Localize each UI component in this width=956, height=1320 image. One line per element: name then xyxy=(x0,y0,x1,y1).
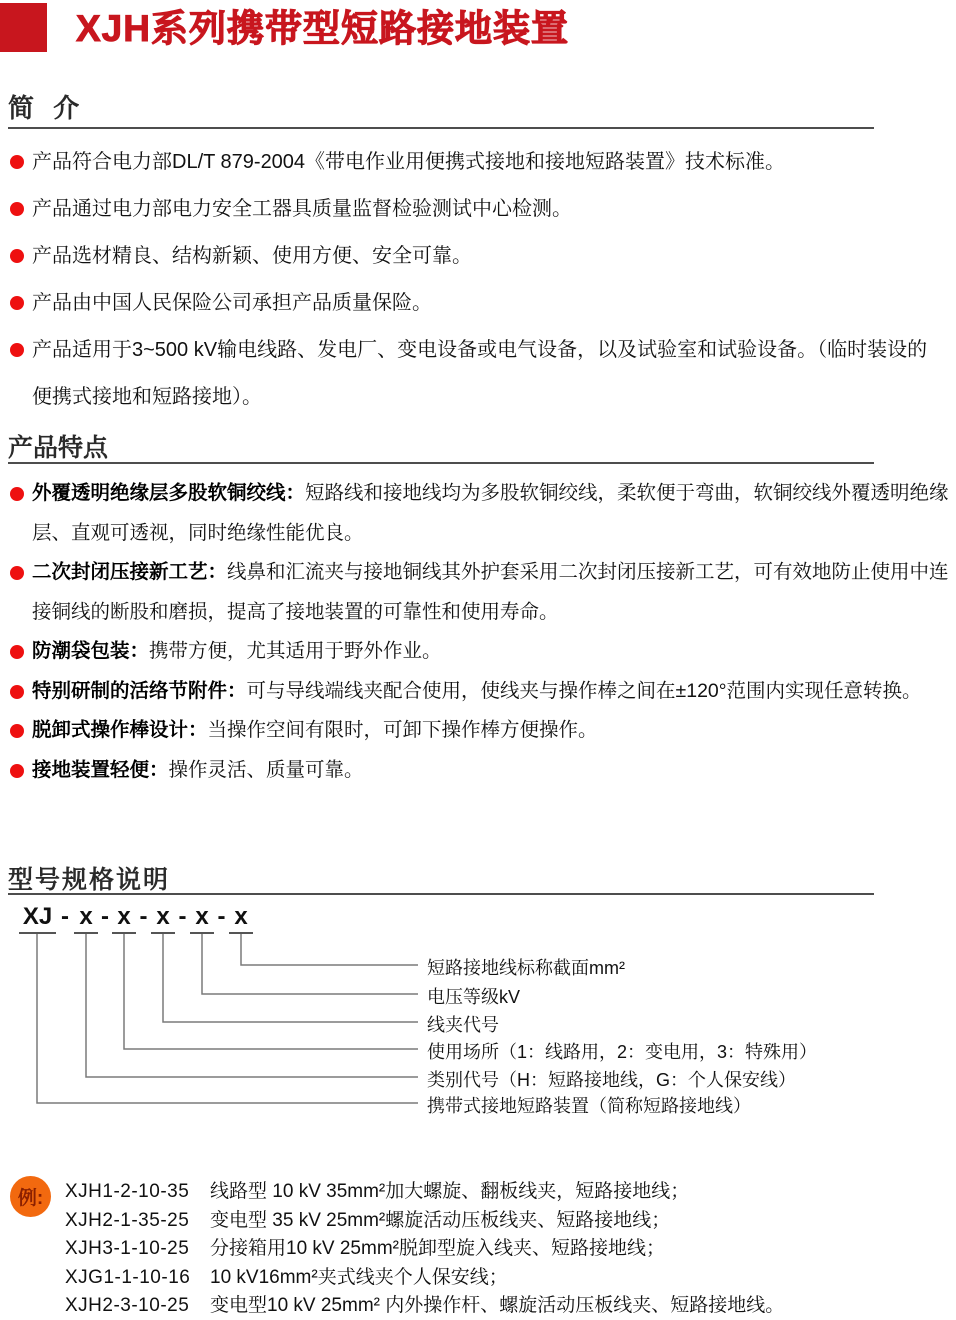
feature-item xyxy=(0,474,952,553)
example-model: XJH2-1-35-25 xyxy=(65,1209,190,1231)
model-segment: x xyxy=(112,904,136,934)
intro-bullet-text: 产品选材精良、结构新颖、使用方便、安全可靠。 xyxy=(32,245,472,267)
model-label: 类别代号（H：短路接地线，G：个人保安线） xyxy=(427,1070,796,1090)
feature-text: 可与导线端线夹配合使用，使线夹与操作棒之间在±120°范围内实现任意转换。 xyxy=(246,679,922,702)
model-label: 电压等级kV xyxy=(427,987,521,1007)
feature-label: 脱卸式操作棒设计： xyxy=(32,719,208,741)
example-description: 线路型 10 kV 35mm²加大螺旋、翻板线夹，短路接地线； xyxy=(210,1181,690,1202)
example-description: 分接箱用10 kV 25mm²脱卸型旋入线夹、短路接地线； xyxy=(210,1238,665,1259)
bullet-dot-icon xyxy=(10,487,24,501)
example-model: XJH3-1-10-25 xyxy=(65,1238,190,1259)
model-label: 使用场所（1：线路用，2：变电用，3：特殊用） xyxy=(427,1042,818,1062)
bullet-dot-icon xyxy=(10,343,24,357)
feature-item xyxy=(0,751,952,791)
bullet-dot-icon xyxy=(10,249,24,263)
example-row xyxy=(0,1178,956,1207)
feature-item xyxy=(0,632,952,672)
example-model: XJH2-3-10-25 xyxy=(65,1295,190,1316)
bullet-dot-icon xyxy=(10,685,24,699)
model-segment: x xyxy=(229,904,253,934)
example-badge: 例: xyxy=(10,1176,51,1217)
intro-bullet-text: 产品通过电力部电力安全工器具质量监督检验测试中心检测。 xyxy=(32,198,572,220)
bullet-dot-icon xyxy=(10,645,24,659)
page-title: XJH系列携带型短路接地装置 xyxy=(76,8,569,49)
section-rule-intro xyxy=(8,127,874,129)
intro-bullet-list xyxy=(0,139,942,421)
intro-bullet-item xyxy=(0,327,942,421)
feature-item xyxy=(0,553,952,632)
bullet-dot-icon xyxy=(10,296,24,310)
model-separator: - xyxy=(101,903,109,930)
example-description: 变电型10 kV 25mm² 内外操作杆、螺旋活动压板线夹、短路接地线。 xyxy=(210,1295,785,1316)
intro-bullet-item xyxy=(0,280,942,327)
feature-text: 携带方便，尤其适用于野外作业。 xyxy=(149,640,442,662)
example-row xyxy=(0,1207,956,1236)
intro-bullet-text: 产品符合电力部DL/T 879-2004《带电作业用便携式接地和接地短路装置》技术标准。 xyxy=(32,151,786,173)
example-description: 变电型 35 kV 25mm²螺旋活动压板线夹、短路接地线； xyxy=(210,1209,671,1231)
model-label: 线夹代号 xyxy=(427,1015,499,1035)
intro-bullet-text: 产品由中国人民保险公司承担产品质量保险。 xyxy=(32,292,432,314)
model-segment: x xyxy=(74,904,98,934)
feature-label: 二次封闭压接新工艺： xyxy=(32,561,228,583)
intro-bullet-item xyxy=(0,186,942,233)
section-rule-features xyxy=(8,462,874,464)
feature-item xyxy=(0,672,952,712)
section-heading-features: 产品特点 xyxy=(8,434,109,462)
bullet-dot-icon xyxy=(10,566,24,580)
section-heading-intro: 简 介 xyxy=(8,93,80,123)
brand-square xyxy=(0,3,47,52)
example-row xyxy=(0,1292,956,1320)
intro-bullet-item xyxy=(0,233,942,280)
bullet-dot-icon xyxy=(10,764,24,778)
model-separator: - xyxy=(217,903,226,930)
feature-text: 操作灵活、质量可靠。 xyxy=(168,758,364,781)
intro-bullet-text: 产品适用于3~500 kV输电线路、发电厂、变电设备或电气设备，以及试验室和试验设备。（临时装设的便携式接地和短路接地）。 xyxy=(32,339,928,408)
feature-label: 防潮袋包装： xyxy=(32,640,150,662)
example-model: XJG1-1-10-16 xyxy=(65,1266,191,1288)
model-separator: - xyxy=(139,903,148,930)
features-list xyxy=(0,474,952,790)
example-model: XJH1-2-10-35 xyxy=(65,1181,190,1202)
feature-label: 接地装置轻便： xyxy=(32,758,169,781)
feature-text: 短路线和接地线均为多股软铜绞线，柔软便于弯曲，软铜绞线外覆透明绝缘层、直观可透视，同时绝缘性能优良。 xyxy=(32,482,949,544)
feature-item xyxy=(0,711,952,751)
bullet-dot-icon xyxy=(10,202,24,216)
intro-bullet-item xyxy=(0,139,942,186)
feature-label: 外覆透明绝缘层多股软铜绞线： xyxy=(32,482,306,504)
bullet-dot-icon xyxy=(10,724,24,738)
model-label: 携带式接地短路装置（简称短路接地线） xyxy=(427,1096,751,1116)
example-rows xyxy=(0,1178,956,1320)
model-segment: x xyxy=(151,904,175,934)
model-separator: - xyxy=(61,903,69,930)
feature-label: 特别研制的活络节附件： xyxy=(32,679,247,702)
example-row xyxy=(0,1235,956,1264)
section-rule-model-spec xyxy=(8,893,874,895)
model-spec-diagram xyxy=(0,900,956,1132)
example-row xyxy=(0,1264,956,1293)
section-heading-model-spec: 型号规格说明 xyxy=(8,866,171,894)
feature-text: 线鼻和汇流夹与接地铜线其外护套采用二次封闭压接新工艺，可有效地防止使用中连接铜线的断股和磨损，提高了接地装置的可靠性和使用寿命。 xyxy=(32,561,949,623)
bullet-dot-icon xyxy=(10,155,24,169)
feature-text: 当操作空间有限时，可卸下操作棒方便操作。 xyxy=(207,719,598,741)
model-segment: x xyxy=(190,904,214,934)
example-description: 10 kV16mm²夹式线夹个人保安线； xyxy=(210,1266,508,1288)
model-separator: - xyxy=(178,903,187,930)
model-segment: XJ xyxy=(19,904,56,934)
model-label: 短路接地线标称截面mm² xyxy=(427,958,625,978)
